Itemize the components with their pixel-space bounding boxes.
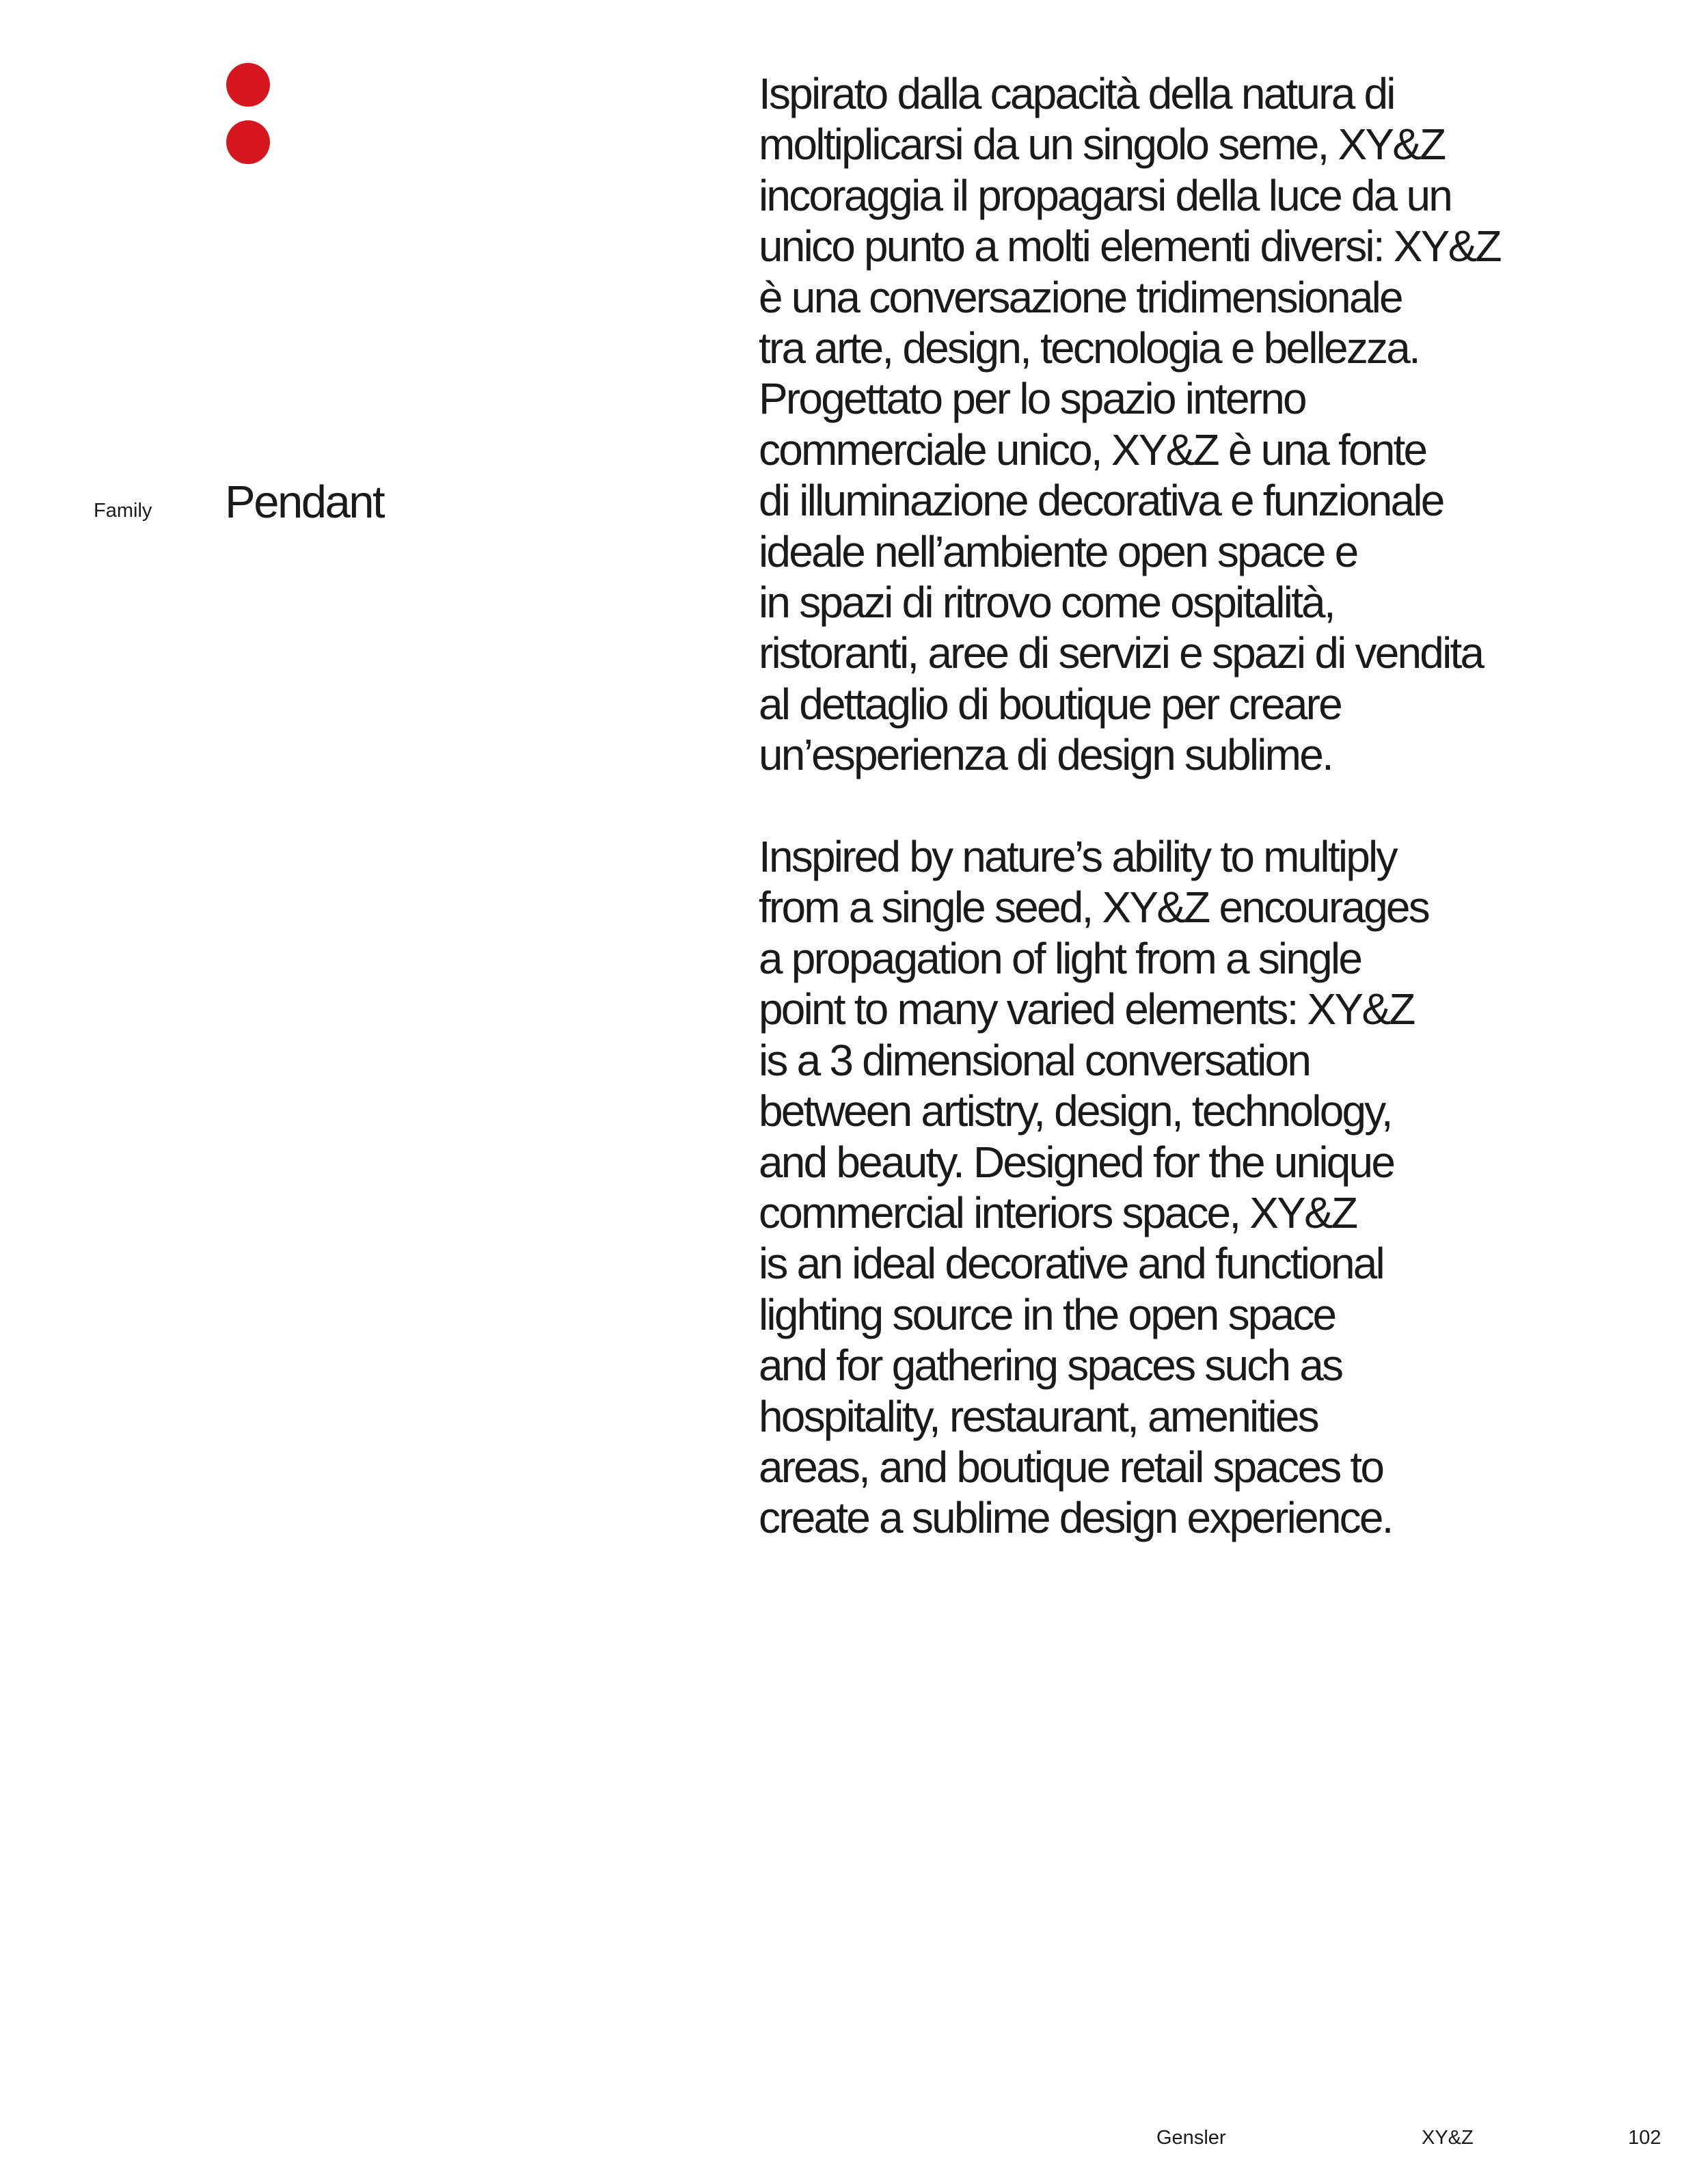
text-line: is a 3 dimensional conversation bbox=[759, 1035, 1310, 1085]
footer-company: Gensler bbox=[1156, 2127, 1226, 2149]
page-number: 102 bbox=[1628, 2127, 1662, 2149]
english-paragraph bbox=[759, 831, 1688, 1544]
text-line: unico punto a molti elementi diversi: XY&Z bbox=[759, 222, 1500, 271]
family-value: Pendant bbox=[225, 477, 384, 528]
text-line: a propagation of light from a single bbox=[759, 933, 1361, 983]
text-line: in spazi di ritrovo come ospitalità, bbox=[759, 578, 1334, 628]
text-line: incoraggia il propagarsi della luce da un bbox=[759, 170, 1452, 220]
text-line: is an ideal decorative and functional bbox=[759, 1239, 1383, 1289]
text-line: è una conversazione tridimensionale bbox=[759, 272, 1402, 322]
red-dot-top bbox=[226, 63, 270, 107]
text-line: ristoranti, aree di servizi e spazi di vendita bbox=[759, 628, 1483, 678]
text-line: hospitality, restaurant, amenities bbox=[759, 1391, 1318, 1441]
description-text bbox=[759, 68, 1688, 1544]
text-line: Ispirato dalla capacità della natura di bbox=[759, 69, 1394, 118]
text-line: ideale nell’ambiente open space e bbox=[759, 526, 1357, 576]
text-line: and for gathering spaces such as bbox=[759, 1341, 1342, 1391]
text-line: commerciale unico, XY&Z è una fonte bbox=[759, 425, 1426, 474]
text-line: between artistry, design, technology, bbox=[759, 1086, 1392, 1136]
family-label: Family bbox=[94, 500, 152, 522]
brand-dots-logo bbox=[226, 63, 270, 178]
text-line: and beauty. Designed for the unique bbox=[759, 1137, 1394, 1187]
text-line: create a sublime design experience. bbox=[759, 1493, 1392, 1543]
italian-paragraph bbox=[759, 68, 1688, 781]
text-line: Progettato per lo spazio interno bbox=[759, 374, 1305, 424]
text-line: lighting source in the open space bbox=[759, 1289, 1336, 1339]
text-line: al dettaglio di boutique per creare bbox=[759, 679, 1341, 729]
text-line: un’esperienza di design sublime. bbox=[759, 730, 1332, 780]
text-line: commercial interiors space, XY&Z bbox=[759, 1187, 1357, 1237]
text-line: Inspired by nature’s ability to multiply bbox=[759, 832, 1396, 882]
text-line: from a single seed, XY&Z encourages bbox=[759, 883, 1428, 932]
red-dot-bottom bbox=[226, 120, 270, 164]
text-line: areas, and boutique retail spaces to bbox=[759, 1442, 1383, 1492]
text-line: moltiplicarsi da un singolo seme, XY&Z bbox=[759, 120, 1445, 170]
footer-product: XY&Z bbox=[1422, 2127, 1474, 2149]
text-line: point to many varied elements: XY&Z bbox=[759, 984, 1414, 1034]
text-line: di illuminazione decorativa e funzionale bbox=[759, 476, 1443, 526]
text-line: tra arte, design, tecnologia e bellezza. bbox=[759, 323, 1420, 373]
